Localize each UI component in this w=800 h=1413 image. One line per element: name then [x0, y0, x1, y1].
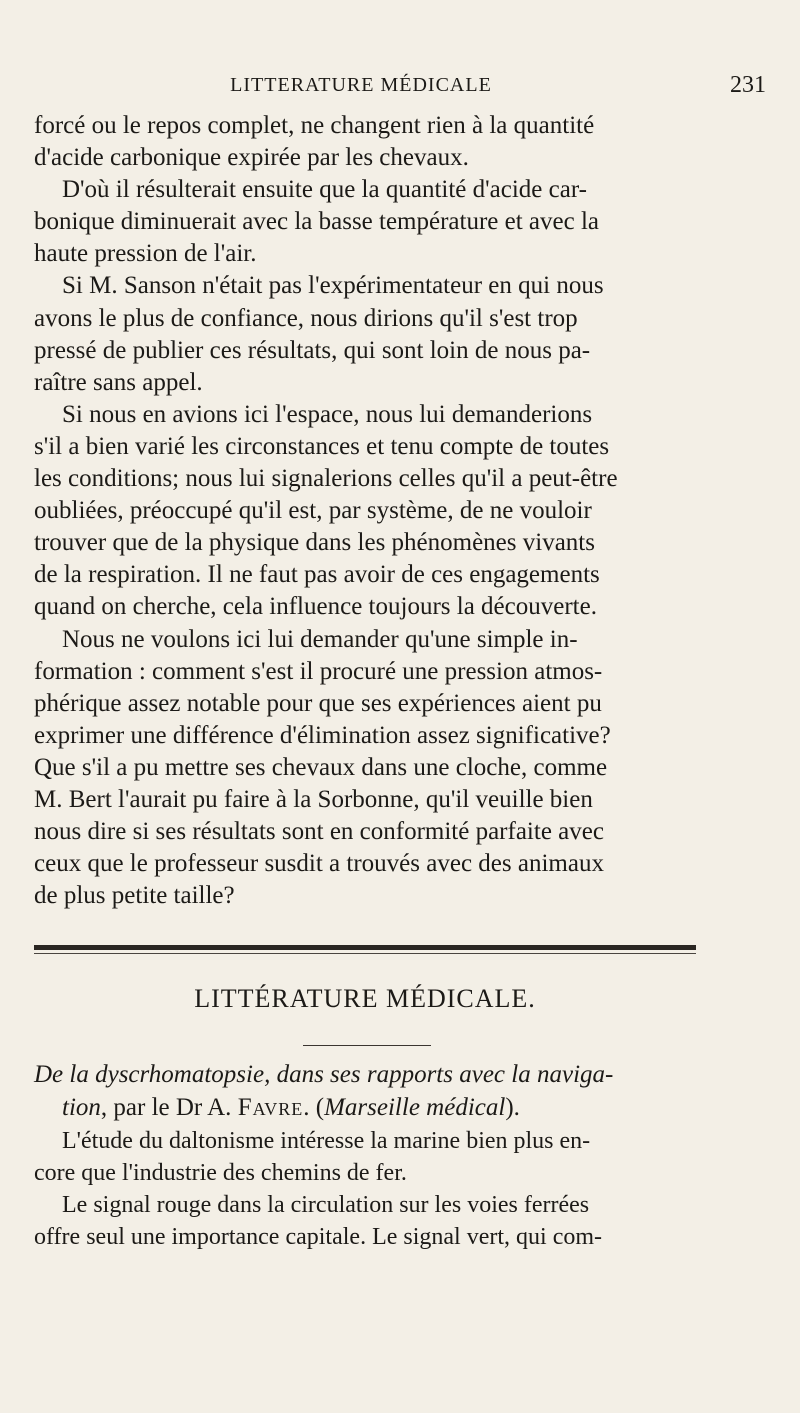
article-title: [34, 1058, 694, 1124]
article-title-end: tion: [62, 1094, 101, 1121]
body-line: bonique diminuerait avec la basse température et avec la: [34, 208, 600, 236]
article-byline: [34, 1091, 694, 1124]
source-journal: Marseille médical: [324, 1094, 506, 1121]
body-line: haute pression de l'air.: [34, 240, 257, 268]
body-line: phérique assez notable pour que ses expériences aient pu: [34, 689, 602, 717]
body-line: s'il a bien varié les circonstances et tenu compte de toutes: [34, 432, 610, 460]
body-text: [34, 110, 694, 912]
byline-prefix: , par le Dr A.: [100, 1094, 238, 1121]
byline-close: ).: [505, 1094, 520, 1121]
body-line: ceux que le professeur susdit a trouvés avec des animaux: [34, 850, 604, 878]
body-line: nous dire si ses résultats sont en conformité parfaite avec: [34, 818, 604, 846]
section-divider-thin: [34, 953, 696, 954]
body-line: D'où il résulterait ensuite que la quantité d'acide car-: [62, 176, 587, 204]
body-line: formation : comment s'est il procuré une pression atmos-: [34, 657, 603, 685]
section-heading: LITTÉRATURE MÉDICALE.: [194, 984, 536, 1013]
body-line: de plus petite taille?: [34, 882, 235, 910]
body-line: M. Bert l'aurait pu faire à la Sorbonne, qu'il veuille bien: [34, 785, 593, 813]
page-number: 231: [730, 72, 766, 98]
body-line: Que s'il a pu mettre ses chevaux dans une cloche, comme: [34, 753, 608, 781]
body-line: Nous ne voulons ici lui demander qu'une simple in-: [62, 625, 578, 653]
body-line: Si nous en avions ici l'espace, nous lui demanderions: [62, 400, 593, 428]
article-line: offre seul une importance capitale. Le signal vert, qui com-: [34, 1224, 603, 1250]
body-line: exprimer une différence d'élimination assez significative?: [34, 721, 611, 749]
running-title: LITTERATURE MÉDICALE: [230, 74, 492, 96]
byline-separator: . (: [303, 1094, 325, 1121]
body-line: Si M. Sanson n'était pas l'expérimentateur en qui nous: [62, 272, 604, 300]
body-line: les conditions; nous lui signalerions celles qu'il a peut-être: [34, 465, 618, 493]
author-name: Favre: [237, 1094, 304, 1121]
body-line: oubliées, préoccupé qu'il est, par système, de ne vouloir: [34, 497, 592, 525]
article-title-line: De la dyscrhomatopsie, dans ses rapports avec la naviga-: [34, 1061, 614, 1088]
running-head: [34, 72, 766, 104]
body-line: pressé de publier ces résultats, qui sont loin de nous pa-: [34, 336, 591, 364]
body-line: avons le plus de confiance, nous dirions qu'il s'est trop: [34, 304, 578, 332]
body-line: raître sans appel.: [34, 368, 203, 396]
body-line: quand on cherche, cela influence toujours la découverte.: [34, 593, 597, 621]
article-line: L'étude du daltonisme intéresse la marine bien plus en-: [62, 1128, 591, 1154]
section-divider-thick: [34, 945, 696, 950]
body-line: de la respiration. Il ne faut pas avoir de ces engagements: [34, 561, 600, 589]
heading-rule: [303, 1045, 431, 1046]
body-line: trouver que de la physique dans les phénomènes vivants: [34, 529, 595, 557]
body-line: forcé ou le repos complet, ne changent rien à la quantité: [34, 112, 595, 139]
article-line: Le signal rouge dans la circulation sur les voies ferrées: [62, 1192, 590, 1218]
article-body: [34, 1125, 694, 1253]
body-line: d'acide carbonique expirée par les chevaux.: [34, 144, 469, 172]
article-line: core que l'industrie des chemins de fer.: [34, 1160, 407, 1186]
